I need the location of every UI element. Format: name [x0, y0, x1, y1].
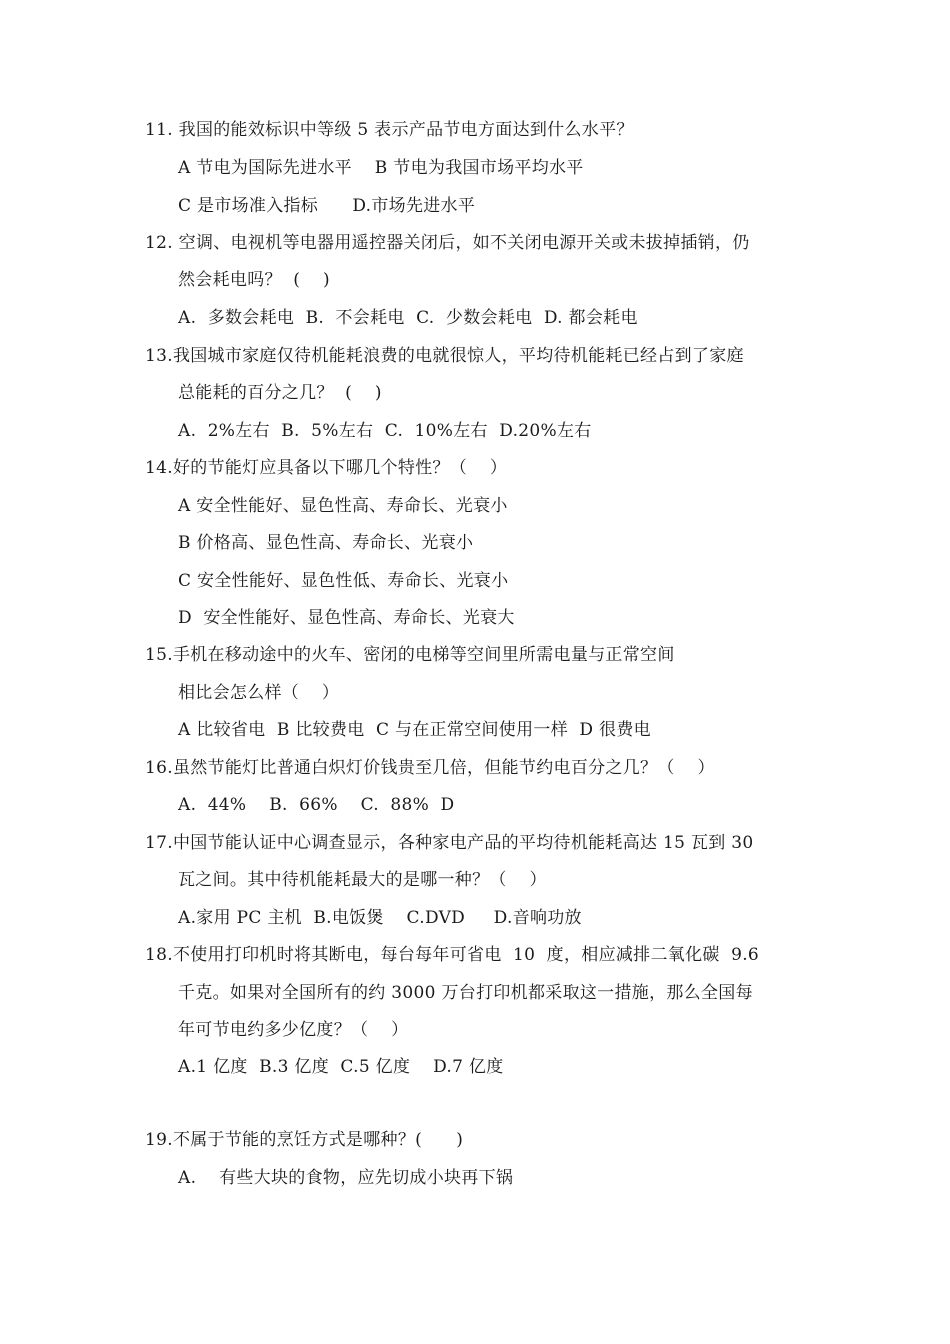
question-11-option-line: C 是市场准入指标 D.市场先进水平: [178, 196, 476, 216]
question-18-option-line: A.1 亿度 B.3 亿度 C.5 亿度 D.7 亿度: [178, 1057, 504, 1077]
question-19-stem: [145, 1128, 463, 1152]
question-number: 13.: [145, 346, 173, 366]
question-text: 虽然节能灯比普通白炽灯价钱贵至几倍，但能节约电百分之几？（ ）: [172, 758, 715, 778]
question-17-option-line: A.家用 PC 主机 B.电饭煲 C.DVD D.音响功放: [178, 908, 582, 928]
question-text: 我国城市家庭仅待机能耗浪费的电就很惊人，平均待机能耗已经占到了家庭: [172, 346, 744, 366]
question-14-option-line: C 安全性能好、显色性低、寿命长、光衰小: [178, 571, 509, 591]
question-16-stem: [145, 756, 715, 780]
question-14-option-line: B 价格高、显色性高、寿命长、光衰小: [178, 533, 474, 553]
question-18-stem-continued: 千克。如果对全国所有的约 3000 万台打印机都采取这一措施，那么全国每: [178, 983, 753, 1003]
question-17-stem-continued: 瓦之间。其中待机能耗最大的是哪一种？（ ）: [178, 870, 547, 890]
question-number: 19.: [145, 1130, 173, 1150]
question-text: 中国节能认证中心调查显示，各种家电产品的平均待机能耗高达 15 瓦到 30: [172, 833, 754, 853]
question-number: 11.: [145, 120, 173, 140]
question-14-option-line: A 安全性能好、显色性高、寿命长、光衰小: [178, 496, 508, 516]
question-13-stem-continued: 总能耗的百分之几？ ( ): [178, 383, 382, 403]
question-12-option-line: A. 多数会耗电 B. 不会耗电 C. 少数会耗电 D. 都会耗电: [178, 308, 638, 328]
question-15-stem: [145, 643, 675, 667]
question-number: 18.: [145, 945, 173, 965]
question-18-stem: [145, 943, 759, 967]
question-17-stem: [145, 831, 754, 855]
question-15-option-line: A 比较省电 B 比较费电 C 与在正常空间使用一样 D 很费电: [178, 720, 651, 740]
question-12-stem: [145, 231, 750, 255]
question-number: 16.: [145, 758, 173, 778]
question-14-option-line: D 安全性能好、显色性高、寿命长、光衰大: [178, 608, 515, 628]
question-number: 12.: [145, 233, 173, 253]
question-number: 15.: [145, 645, 173, 665]
question-13-stem: [145, 344, 744, 368]
question-13-option-line: A. 2%左右 B. 5%左右 C. 10%左右 D.20%左右: [178, 421, 592, 441]
question-number: 17.: [145, 833, 173, 853]
question-text: 好的节能灯应具备以下哪几个特性？（ ）: [172, 458, 508, 478]
question-12-stem-continued: 然会耗电吗？ ( ): [178, 270, 330, 290]
question-text: 不使用打印机时将其断电，每台每年可省电 10 度，相应减排二氧化碳 9.6: [172, 945, 760, 965]
question-16-option-line: A. 44% B. 66% C. 88% D: [178, 795, 455, 815]
question-18-stem-continued: 年可节电约多少亿度？（ ）: [178, 1020, 409, 1040]
question-14-stem: [145, 456, 507, 480]
question-text: 不属于节能的烹饪方式是哪种？( ): [172, 1130, 464, 1150]
question-11-stem: [145, 118, 634, 142]
question-11-option-line: A 节电为国际先进水平 B 节电为我国市场平均水平: [178, 158, 584, 178]
question-text: 我国的能效标识中等级 5 表示产品节电方面达到什么水平？: [178, 120, 634, 140]
question-number: 14.: [145, 458, 173, 478]
question-text: 手机在移动途中的火车、密闭的电梯等空间里所需电量与正常空间: [172, 645, 675, 665]
question-text: 空调、电视机等电器用遥控器关闭后，如不关闭电源开关或未拔掉插销，仍: [178, 233, 750, 253]
question-19-option-line: A. 有些大块的食物，应先切成小块再下锅: [178, 1168, 514, 1188]
question-15-stem-continued: 相比会怎么样（ ）: [178, 683, 340, 703]
